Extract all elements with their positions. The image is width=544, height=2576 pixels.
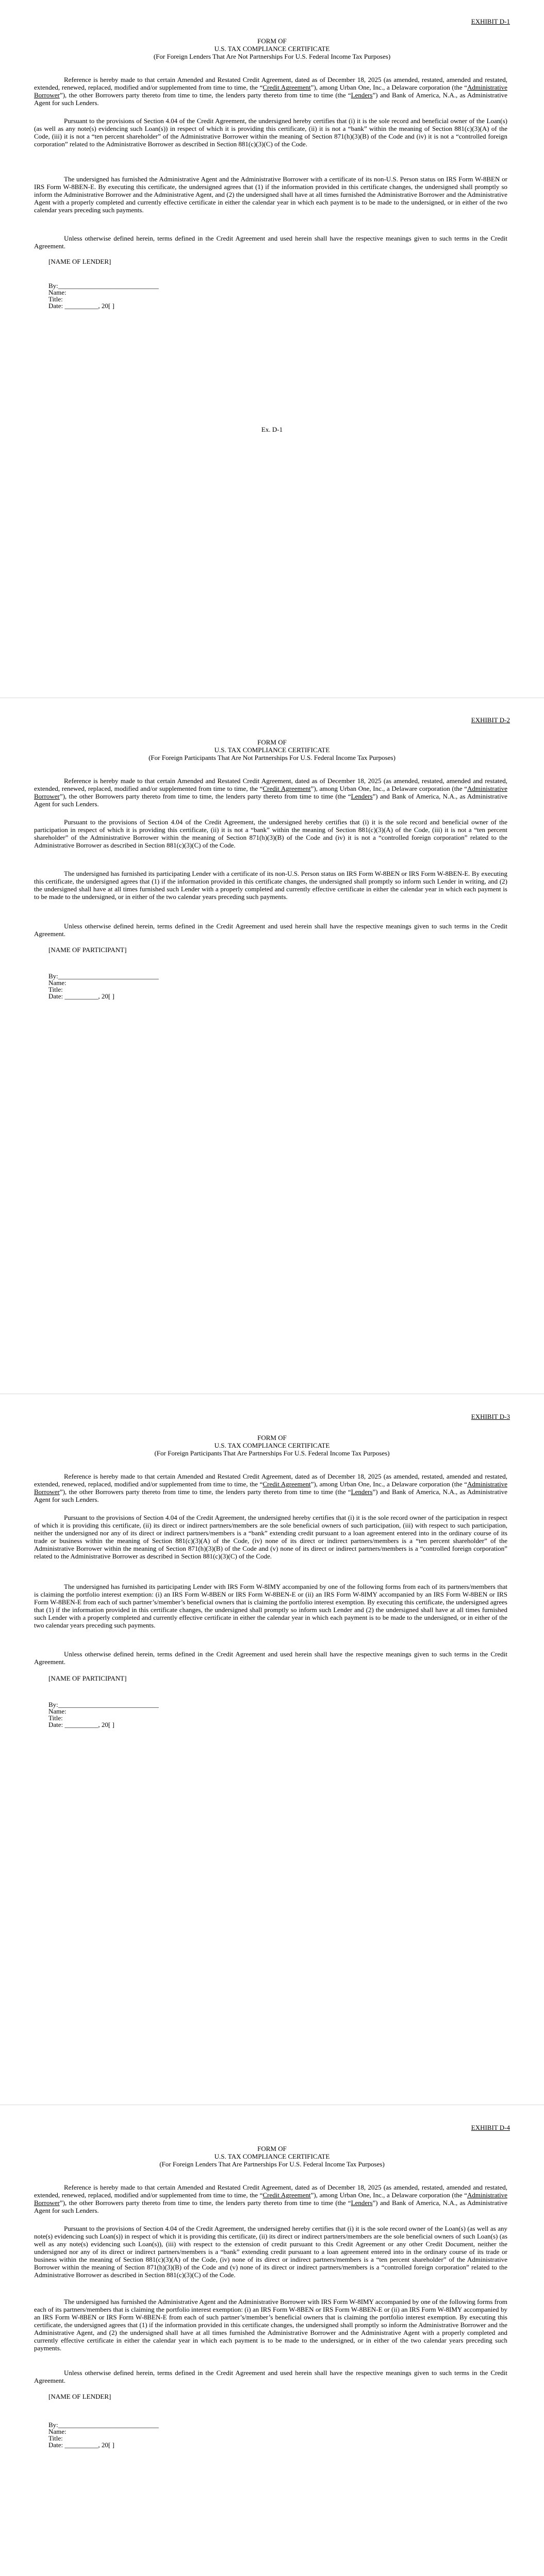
certificate-subtitle: (For Foreign Lenders That Are Not Partnerships For U.S. Federal Income Tax Purposes)	[153, 53, 391, 60]
signature-block	[48, 973, 159, 999]
certificate-title: U.S. TAX COMPLIANCE CERTIFICATE	[214, 1442, 330, 1449]
form-of-heading: FORM OF	[257, 37, 287, 45]
closing-paragraph: Unless otherwise defined herein, terms defined in the Credit Agreement and used herein shall have the respective meanings given to such terms in the Credit Agreement.	[34, 2369, 507, 2384]
sig-name: Name:	[48, 289, 67, 296]
sig-name: Name:	[48, 979, 67, 987]
exhibit-label: EXHIBIT D-4	[471, 2124, 510, 2131]
intro-paragraph: Reference is hereby made to that certain Amended and Restated Credit Agreement, dated as of December 18, 2025 (as amended, restated, amended and restated, extended, renewed, replaced, modified and/or supplemented from time to time, the “Credit Agreement”), among Urban One, Inc., a Delaware corporation (the “Administrative Borrower”), the other Borrowers party thereto from time to time, the lenders party thereto from time to time (the “Lenders”) and Bank of America, N.A., as Administrative Agent for such Lenders.	[34, 2183, 507, 2214]
certificate-title: U.S. TAX COMPLIANCE CERTIFICATE	[214, 746, 330, 754]
provision-paragraph: Pursuant to the provisions of Section 4.04 of the Credit Agreement, the undersigned hereby certifies that (i) it is the sole record owner of the participation in respect of which it is providing this certificate, (ii) its direct or indirect partners/members are the sole beneficial owners of such participation, (iii) with respect to such participation, neither the undersigned nor any of its direct or indirect partners/members is a “bank” extending credit pursuant to a loan agreement entered into in the ordinary course of its trade or business within the meaning of Section 881(c)(3)(A) of the Code, (iv) none of its direct or indirect partners/members is a “ten percent shareholder” of the Administrative Borrower within the meaning of Section 871(h)(3)(B) of the Code and (v) none of its direct or indirect partners/members is a “controlled foreign corporation” related to the Administrative Borrower as described in Section 881(c)(3)(C) of the Code.	[34, 1514, 507, 1560]
sig-by: By:______________________________	[48, 972, 159, 980]
certificate-subtitle: (For Foreign Participants That Are Partnerships For U.S. Federal Income Tax Purposes)	[154, 1449, 390, 1457]
sig-date: Date: __________, 20[ ]	[48, 992, 114, 1000]
signature-block	[48, 1701, 159, 1728]
sig-title: Title:	[48, 986, 63, 993]
certificate-subtitle: (For Foreign Participants That Are Not Partnerships For U.S. Federal Income Tax Purposes)	[149, 754, 395, 761]
intro-paragraph: Reference is hereby made to that certain Amended and Restated Credit Agreement, dated as of December 18, 2025 (as amended, restated, amended and restated, extended, renewed, replaced, modified and/or supplemented from time to time, the “Credit Agreement”), among Urban One, Inc., a Delaware corporation (the “Administrative Borrower”), the other Borrowers party thereto from time to time, the lenders party thereto from time to time (the “Lenders”) and Bank of America, N.A., as Administrative Agent for such Lenders.	[34, 777, 507, 808]
sig-title: Title:	[48, 295, 63, 303]
furnished-paragraph: The undersigned has furnished the Administrative Agent and the Administrative Borrower with a certificate of its non-U.S. Person status on IRS Form W-8BEN or IRS Form W-8BEN-E. By executing this certificate, the undersigned agrees that (1) if the information provided in this certificate changes, the undersigned shall promptly so inform the Administrative Borrower and the Administrative Agent, and (2) the undersigned shall have at all times furnished the Administrative Borrower and the Administrative Agent with a properly completed and currently effective certificate in either the calendar year in which each payment is to be made to the undersigned, or in either of the two calendar years preceding such payments.	[34, 175, 507, 214]
provision-paragraph: Pursuant to the provisions of Section 4.04 of the Credit Agreement, the undersigned hereby certifies that (i) it is the sole record owner of the Loan(s) (as well as any note(s) evidencing such Loan(s)) in respect of which it is providing this certificate, (ii) its direct or indirect partners/members are the sole beneficial owners of such Loan(s) (as well as any note(s) evidencing such Loan(s)), (iii) with respect to the extension of credit pursuant to this Credit Agreement or any other Credit Document, neither the undersigned nor any of its direct or indirect partners/members is a “bank” extending credit pursuant to a loan agreement entered into in the ordinary course of its trade or business within the meaning of Section 881(c)(3)(A) of the Code, (iv) none of its direct or indirect partners/members is a “ten percent shareholder” of the Administrative Borrower within the meaning of Section 871(h)(3)(B) of the Code and (v) none of its direct or indirect partners/members is a “controlled foreign corporation” related to the Administrative Borrower as described in Section 881(c)(3)(C) of the Code.	[34, 2225, 507, 2279]
provision-paragraph: Pursuant to the provisions of Section 4.04 of the Credit Agreement, the undersigned hereby certifies that (i) it is the sole record and beneficial owner of the participation in respect of which it is providing this certificate, (ii) it is not a “bank” within the meaning of Section 881(c)(3)(A) of the Code, (iii) it is not a “ten percent shareholder” of the Administrative Borrower within the meaning of Section 871(h)(3)(B) of the Code and (iv) it is not a “controlled foreign corporation” related to the Administrative Borrower as described in Section 881(c)(3)(C) of the Code.	[34, 818, 507, 849]
exhibit-label: EXHIBIT D-1	[471, 18, 510, 25]
name-of-participant: [NAME OF PARTICIPANT]	[48, 1674, 127, 1682]
closing-paragraph: Unless otherwise defined herein, terms defined in the Credit Agreement and used herein shall have the respective meanings given to such terms in the Credit Agreement.	[34, 922, 507, 938]
sig-by: By:______________________________	[48, 282, 159, 290]
name-of-lender: [NAME OF LENDER]	[48, 2393, 111, 2400]
sig-by: By:______________________________	[48, 1701, 159, 1708]
sig-date: Date: __________, 20[ ]	[48, 2441, 114, 2449]
sig-date: Date: __________, 20[ ]	[48, 302, 114, 310]
form-of-heading: FORM OF	[257, 1434, 287, 1442]
exhibit-label: EXHIBIT D-3	[471, 1413, 510, 1420]
sig-name: Name:	[48, 1707, 67, 1715]
certificate-title: U.S. TAX COMPLIANCE CERTIFICATE	[214, 45, 330, 53]
exhibit-label: EXHIBIT D-2	[471, 716, 510, 724]
closing-paragraph: Unless otherwise defined herein, terms defined in the Credit Agreement and used herein shall have the respective meanings given to such terms in the Credit Agreement.	[34, 1650, 507, 1666]
sig-name: Name:	[48, 2428, 67, 2435]
sig-title: Title:	[48, 2434, 63, 2442]
intro-paragraph: Reference is hereby made to that certain Amended and Restated Credit Agreement, dated as of December 18, 2025 (as amended, restated, amended and restated, extended, renewed, replaced, modified and/or supplemented from time to time, the “Credit Agreement”), among Urban One, Inc., a Delaware corporation (the “Administrative Borrower”), the other Borrowers party thereto from time to time, the lenders party thereto from time to time (the “Lenders”) and Bank of America, N.A., as Administrative Agent for such Lenders.	[34, 76, 507, 107]
certificate-subtitle: (For Foreign Lenders That Are Partnerships For U.S. Federal Income Tax Purposes)	[159, 2160, 385, 2168]
closing-paragraph: Unless otherwise defined herein, terms defined in the Credit Agreement and used herein shall have the respective meanings given to such terms in the Credit Agreement.	[34, 234, 507, 250]
name-of-participant: [NAME OF PARTICIPANT]	[48, 946, 127, 954]
signature-block	[48, 2421, 159, 2448]
sig-by: By:______________________________	[48, 2421, 159, 2429]
certificate-title: U.S. TAX COMPLIANCE CERTIFICATE	[214, 2153, 330, 2160]
form-of-heading: FORM OF	[257, 738, 287, 746]
provision-paragraph: Pursuant to the provisions of Section 4.04 of the Credit Agreement, the undersigned hereby certifies that (i) it is the sole record and beneficial owner of the Loan(s) (as well as any note(s) evidencing such Loan(s)) in respect of which it is providing this certificate, (ii) it is not a “bank” within the meaning of Section 881(c)(3)(A) of the Code, (iii) it is not a “ten percent shareholder” of the Administrative Borrower within the meaning of Section 871(h)(3)(B) of the Code and (iv) it is not a “controlled foreign corporation” related to the Administrative Borrower as described in Section 881(c)(3)(C) of the Code.	[34, 117, 507, 148]
furnished-paragraph: The undersigned has furnished the Administrative Agent and the Administrative Borrower with IRS Form W-8IMY accompanied by one of the following forms from each of its partners/members that is claiming the portfolio interest exemption: (i) an IRS Form W-8BEN or IRS Form W-8BEN-E or (ii) an IRS Form W-8IMY accompanied by an IRS Form W-8BEN or IRS Form W-8BEN-E from each of such partner’s/member’s beneficial owners that is claiming the portfolio interest exemption. By executing this certificate, the undersigned agrees that (1) if the information provided in this certificate changes, the undersigned shall promptly so inform the Administrative Borrower and the Administrative Agent, and (2) the undersigned shall have at all times furnished the Administrative Borrower and the Administrative Agent with a properly completed and currently effective certificate in either the calendar year in which each payment is to be made to the undersigned, or in either of the two calendar years preceding such payments.	[34, 2298, 507, 2352]
name-of-lender: [NAME OF LENDER]	[48, 258, 111, 265]
sig-title: Title:	[48, 1714, 63, 1722]
sig-date: Date: __________, 20[ ]	[48, 1721, 114, 1728]
signature-block	[48, 282, 159, 309]
form-of-heading: FORM OF	[257, 2145, 287, 2153]
furnished-paragraph: The undersigned has furnished its participating Lender with IRS Form W-8IMY accompanied by one of the following forms from each of its partners/members that is claiming the portfolio interest exemption: (i) an IRS Form W-8BEN or IRS Form W-8BEN-E or (ii) an IRS Form W-8IMY accompanied by an IRS Form W-8BEN or IRS Form W-8BEN-E from each of such partner’s/member’s beneficial owners that is claiming the portfolio interest exemption. By executing this certificate, the undersigned agrees that (1) if the information provided in this certificate changes, the undersigned shall promptly so inform such Lender and (2) the undersigned shall have at all times furnished such Lender with a properly completed and currently effective certificate in either the calendar year in which each payment is to be made to the undersigned, or in either of the two calendar years preceding such payments.	[34, 1583, 507, 1629]
furnished-paragraph: The undersigned has furnished its participating Lender with a certificate of its non-U.S. Person status on IRS Form W-8BEN or IRS Form W-8BEN-E. By executing this certificate, the undersigned agrees that (1) if the information provided in this certificate changes, the undersigned shall promptly so inform such Lender in writing, and (2) the undersigned shall have at all times furnished such Lender with a properly completed and currently effective certificate in either the calendar year in which each payment is to be made to the undersigned, or in either of the two calendar years preceding such payments.	[34, 870, 507, 901]
page-footer: Ex. D-1	[261, 426, 283, 433]
intro-paragraph: Reference is hereby made to that certain Amended and Restated Credit Agreement, dated as of December 18, 2025 (as amended, restated, amended and restated, extended, renewed, replaced, modified and/or supplemented from time to time, the “Credit Agreement”), among Urban One, Inc., a Delaware corporation (the “Administrative Borrower”), the other Borrowers party thereto from time to time, the lenders party thereto from time to time (the “Lenders”) and Bank of America, N.A., as Administrative Agent for such Lenders.	[34, 1472, 507, 1503]
